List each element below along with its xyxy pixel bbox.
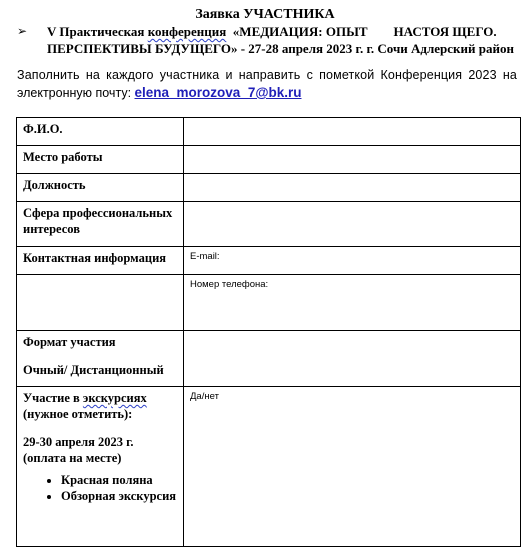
excursion-prefix: Участие в <box>23 391 83 405</box>
email-field[interactable]: E-mail: <box>184 247 521 275</box>
excursion-cell <box>17 387 184 547</box>
excursion-list <box>23 472 177 504</box>
excursion-payment: (оплата на месте) <box>23 451 122 465</box>
arrow-bullet-icon: ➢ <box>17 24 28 38</box>
format-label: Формат участия <box>23 335 116 349</box>
position-label: Должность <box>17 174 184 202</box>
workplace-label: Место работы <box>17 146 184 174</box>
instructions-line1: Заполнить на каждого участника и направить с пометкой Конференция 2023 на <box>17 68 517 82</box>
format-cell <box>17 331 184 387</box>
contact-label: Контактная информация <box>17 247 184 275</box>
excursion-item-krasnaya-polyana: • Красная поляна <box>61 472 177 488</box>
interests-field[interactable] <box>184 202 521 247</box>
workplace-field[interactable] <box>184 146 521 174</box>
conference-prefix: V Практическая <box>47 24 148 39</box>
interests-label: Сфера профессиональных интересов <box>17 202 184 247</box>
email-link[interactable]: elena_morozova_7@bk.ru <box>134 85 302 100</box>
conference-theme: «МЕДИАЦИЯ: ОПЫТ НАСТОЯ ЩЕГО. <box>226 24 497 39</box>
conference-title-line1 <box>47 23 497 40</box>
conference-word: конференция <box>147 24 227 39</box>
excursion-note: (нужное отметить): <box>23 407 133 421</box>
conference-title-line2: ПЕРСПЕКТИВЫ БУДУЩЕГО» - 27-28 апреля 2023 г. г. Сочи Адлерский район <box>47 41 514 56</box>
instructions <box>17 67 517 102</box>
excursion-item-sightseeing: • Обзорная экскурсия <box>61 488 177 504</box>
excursion-word: экскурсиях <box>82 391 147 405</box>
page-title: Заявка УЧАСТНИКА <box>195 7 335 22</box>
format-field[interactable] <box>184 331 521 387</box>
excursion-label <box>23 390 177 406</box>
excursion-dates: 29-30 апреля 2023 г. <box>23 435 134 449</box>
excursion-answer-field[interactable]: Да/нет <box>184 387 521 547</box>
fio-label: Ф.И.О. <box>17 118 184 146</box>
position-field[interactable] <box>184 174 521 202</box>
instructions-line2: электронную почту: <box>17 86 135 100</box>
fio-field[interactable] <box>184 118 521 146</box>
contact-empty-cell <box>17 275 184 331</box>
application-form <box>16 117 521 547</box>
format-options: Очный/ Дистанционный <box>23 363 164 377</box>
phone-field[interactable]: Номер телефона: <box>184 275 521 331</box>
